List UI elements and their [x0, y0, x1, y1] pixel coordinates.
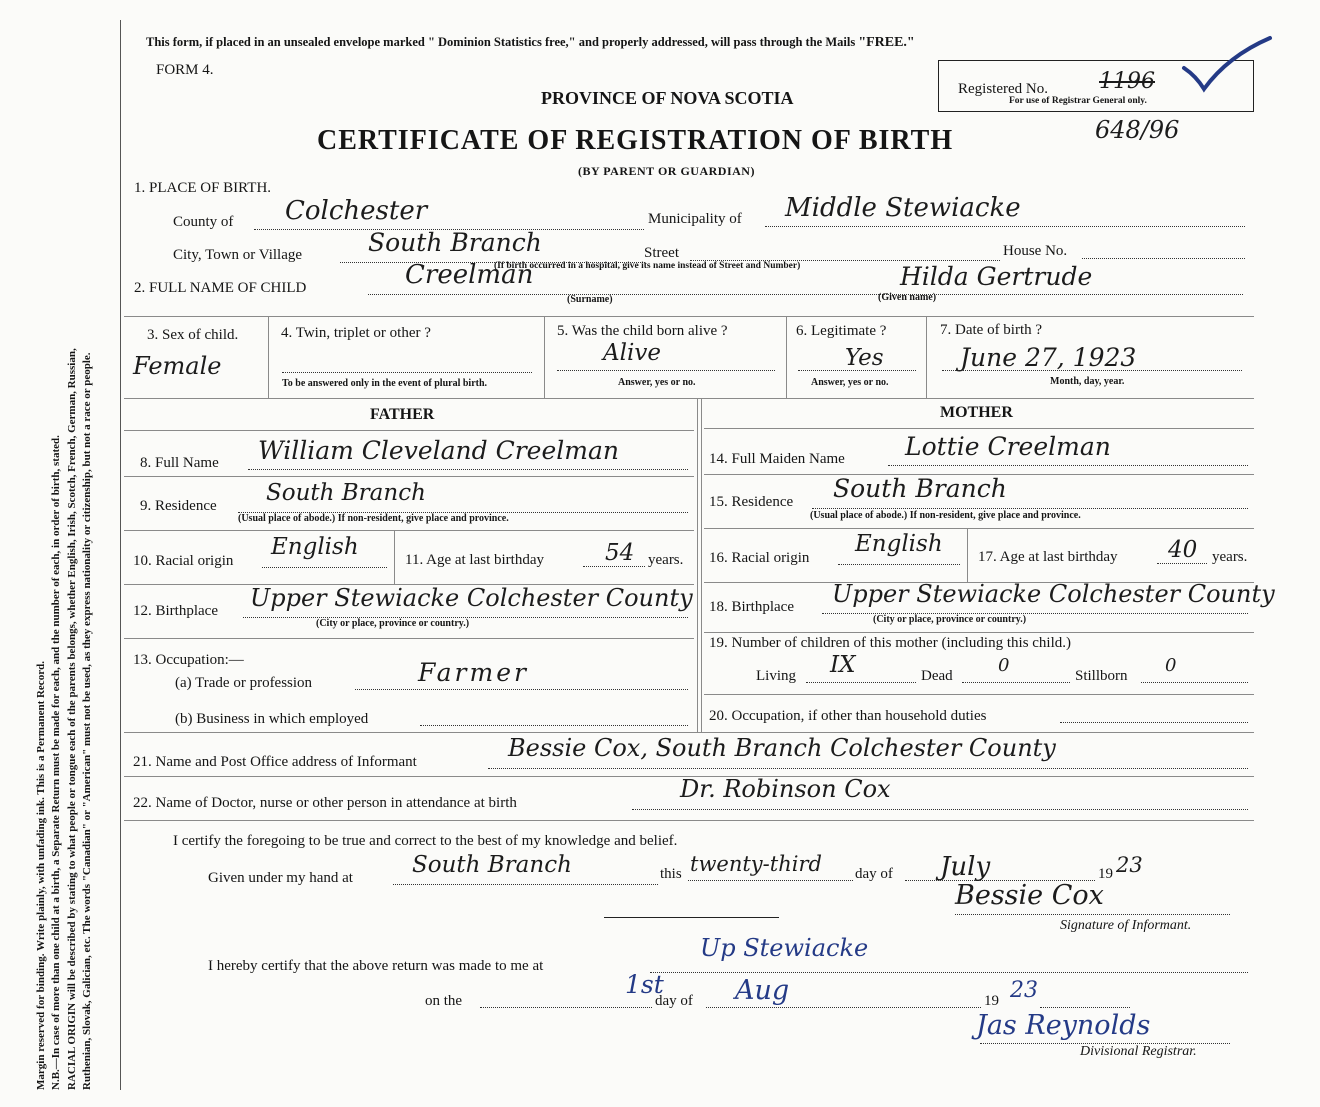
living-value: IX [830, 652, 856, 678]
sex-value: Female [133, 352, 222, 380]
dead-value: 0 [998, 655, 1010, 676]
alive-value: Alive [603, 340, 661, 366]
mother-occupation-label: 20. Occupation, if other than household duties [709, 708, 987, 724]
municipality-value: Middle Stewiacke [785, 193, 1021, 223]
street-label: Street [644, 245, 679, 261]
father-trade-label: (a) Trade or profession [175, 675, 313, 691]
registrar-place: Up Stewiacke [700, 934, 869, 962]
stillborn-value: 0 [1165, 655, 1177, 676]
mother-residence-label: 15. Residence [709, 494, 794, 510]
father-years: years. [648, 552, 684, 568]
city-label: City, Town or Village [173, 247, 303, 263]
registrar-year-prefix: 19 [984, 993, 999, 1009]
given-year: 23 [1116, 853, 1143, 877]
mother-race: English [855, 531, 943, 557]
living-label: Living [756, 668, 796, 684]
hospital-note: (If birth occurred in a hospital, give its name instead of Street and Number) [494, 261, 801, 271]
registrar-signature: Jas Reynolds [976, 1010, 1151, 1041]
check-mark-icon [1180, 34, 1275, 94]
alive-label: 5. Was the child born alive ? [557, 323, 728, 339]
mother-name-label: 14. Full Maiden Name [709, 451, 845, 467]
given-day: twenty-third [690, 852, 822, 876]
father-residence-label: 9. Residence [140, 498, 217, 514]
mother-res-note: (Usual place of abode.) If non-resident, give place and province. [810, 510, 1081, 521]
father-res-note: (Usual place of abode.) If non-resident, give place and province. [238, 513, 509, 524]
dob-value: June 27, 1923 [960, 343, 1137, 372]
given-place: South Branch [412, 852, 572, 878]
reg-value: 1196 [1099, 69, 1155, 94]
father-heading: FATHER [370, 406, 435, 423]
house-label: House No. [1003, 243, 1068, 259]
father-occupation-label: 13. Occupation:— [133, 652, 244, 668]
county-label: County of [173, 214, 234, 230]
father-birthplace: Upper Stewiacke Colchester County [250, 584, 693, 612]
mail-note: This form, if placed in an unsealed envelope marked " Dominion Statistics free," and properly addressed, will pass through the Mails "FREE." [146, 35, 915, 50]
given-note: (Given name) [878, 292, 937, 303]
form-number: FORM 4. [156, 62, 214, 78]
father-race-label: 10. Racial origin [133, 553, 234, 569]
sex-label: 3. Sex of child. [147, 327, 239, 343]
father-business-label: (b) Business in which employed [175, 711, 369, 727]
subtitle: (BY PARENT OR GUARDIAN) [578, 164, 755, 178]
father-residence: South Branch [266, 480, 426, 506]
legitimate-note: Answer, yes or no. [811, 377, 889, 388]
reg-label: Registered No. [958, 81, 1048, 97]
city-value: South Branch [368, 228, 542, 257]
father-race: English [271, 534, 359, 560]
day-of-label: day of [855, 866, 893, 882]
legitimate-label: 6. Legitimate ? [796, 323, 887, 339]
stillborn-label: Stillborn [1075, 668, 1128, 684]
child-given-name: Hilda Gertrude [900, 262, 1093, 291]
dob-note: Month, day, year. [1050, 376, 1125, 387]
mother-name: Lottie Creelman [905, 432, 1111, 461]
place-section-label: 1. PLACE OF BIRTH. [134, 180, 272, 196]
this-label: this [660, 866, 682, 882]
mother-birthplace-label: 18. Birthplace [709, 599, 794, 615]
surname-note: (Surname) [567, 294, 613, 305]
municipality-label: Municipality of [648, 211, 742, 227]
registrar-month: Aug [735, 975, 790, 1006]
child-surname: Creelman [405, 260, 534, 290]
margin-note-1: Margin reserved for binding. Write plainly, with unfading ink. This is a Permanent Record. [35, 661, 47, 1090]
informant-label: 21. Name and Post Office address of Informant [133, 754, 417, 770]
registrar-day: 1st [625, 970, 664, 999]
registrar-certify-text: I hereby certify that the above return was made to me at [208, 958, 544, 974]
child-name-label: 2. FULL NAME OF CHILD [134, 280, 307, 296]
given-label: Given under my hand at [208, 870, 353, 886]
reg-note: For use of Registrar General only. [1009, 96, 1147, 106]
margin-note-4: Ruthenian, Slovak, Galician, etc. The words "Canadian" or "American" must not be used, as they express nationality or citizenship, but not a race or people. [80, 352, 93, 1090]
children-count-label: 19. Number of children of this mother (including this child.) [709, 635, 1072, 651]
twin-label: 4. Twin, triplet or other ? [281, 325, 431, 341]
margin-note-2: N.B.—In case of more than one child at a birth, a Separate Return must be made for each, and the number of each, in order of birth, stated. [50, 435, 63, 1090]
mother-birthplace: Upper Stewiacke Colchester County [832, 580, 1275, 608]
page-title: CERTIFICATE OF REGISTRATION OF BIRTH [317, 125, 954, 156]
father-age: 54 [605, 540, 635, 566]
father-age-label: 11. Age at last birthday [405, 552, 544, 568]
margin-notes [34, 348, 95, 1090]
legitimate-value: Yes [845, 345, 884, 371]
alive-note: Answer, yes or no. [618, 377, 696, 388]
father-bp-note: (City or place, province or country.) [316, 618, 470, 629]
given-month: July [940, 852, 991, 882]
reg-handwritten-number: 648/96 [1095, 116, 1180, 144]
mother-race-label: 16. Racial origin [709, 550, 810, 566]
informant-sig-label: Signature of Informant. [1060, 918, 1192, 933]
dob-label: 7. Date of birth ? [940, 322, 1043, 338]
margin-note-3: RACIAL ORIGIN will be described by stating to what people or tongue each of the parents belongs, whether English, Irish, Scotch, French, German, Russian, [65, 348, 78, 1090]
father-name: William Cleveland Creelman [258, 436, 619, 465]
mother-years: years. [1212, 549, 1248, 565]
mother-age: 40 [1168, 537, 1198, 563]
mother-age-label: 17. Age at last birthday [978, 549, 1118, 565]
county-value: Colchester [285, 196, 428, 226]
doctor-value: Dr. Robinson Cox [680, 775, 891, 803]
father-birthplace-label: 12. Birthplace [133, 603, 218, 619]
informant-certify-text: I certify the foregoing to be true and correct to the best of my knowledge and belief. [173, 833, 678, 849]
twin-note: To be answered only in the event of plural birth. [282, 378, 488, 389]
dead-label: Dead [921, 668, 953, 684]
province-heading: PROVINCE OF NOVA SCOTIA [541, 88, 794, 108]
mother-bp-note: (City or place, province or country.) [873, 614, 1027, 625]
margin-rule [120, 20, 121, 1090]
father-trade: Farmer [418, 658, 529, 687]
on-the-label: on the [425, 993, 463, 1009]
given-year-prefix: 19 [1098, 866, 1113, 882]
doctor-label: 22. Name of Doctor, nurse or other person in attendance at birth [133, 795, 517, 811]
mother-heading: MOTHER [940, 404, 1013, 421]
registrar-day-of-label: day of [655, 993, 693, 1009]
registrar-sig-label: Divisional Registrar. [1080, 1044, 1197, 1059]
mother-residence: South Branch [833, 474, 1007, 503]
registrar-year: 23 [1010, 978, 1038, 1003]
informant-signature: Bessie Cox [955, 880, 1104, 911]
informant-value: Bessie Cox, South Branch Colchester County [508, 734, 1056, 762]
father-name-label: 8. Full Name [140, 455, 219, 471]
